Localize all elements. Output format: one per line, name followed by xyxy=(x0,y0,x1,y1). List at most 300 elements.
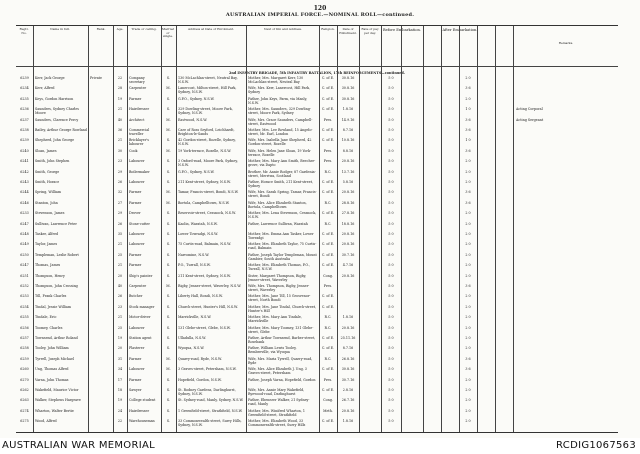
cell-rank xyxy=(90,378,112,389)
cell-remark xyxy=(516,388,616,399)
cell-rank xyxy=(90,97,112,108)
cell-ms: S. xyxy=(166,138,171,143)
cell-kin: Wife, Mrs. Kerr, Lanercost, Hill Park, Sydney xyxy=(248,86,311,95)
cell-no: 6243 xyxy=(20,180,29,184)
cell-alloc: 2 0 xyxy=(465,273,471,278)
header-rule xyxy=(16,66,618,67)
cell-ms: S. xyxy=(166,304,171,309)
cell-rank xyxy=(90,118,112,129)
cell-trade: Drover xyxy=(129,211,141,216)
cell-ms: M. xyxy=(166,128,171,132)
cell-address: G.P.O., Sydney, N.S.W. xyxy=(178,96,215,101)
cell-no: 6246 xyxy=(20,200,29,205)
cell-kin: Mother, Mrs. Margaret Kerr, 130 McLachlan-street, Neutral Bay xyxy=(248,76,304,84)
cell-date: 25.11.16 xyxy=(340,336,356,340)
cell-kin: Father, Joseph Taylor Templeman, Mount Gambier, South Australia xyxy=(248,252,317,261)
header-remarks: Remarks. xyxy=(558,41,574,45)
cell-name: Sullivan, Lawrence Peter xyxy=(35,221,77,226)
cell-address: Marrickville, N.S.W. xyxy=(178,315,212,320)
cell-date: 30.7.16 xyxy=(341,252,355,257)
cell-rank xyxy=(90,107,112,118)
cell-pay: 5 0 xyxy=(388,408,394,413)
cell-age: 28 xyxy=(117,86,123,91)
cell-trade: Boilermaker xyxy=(129,169,150,174)
cell-ms: S. xyxy=(166,211,171,216)
cell-rank xyxy=(90,357,112,368)
cell-remark xyxy=(516,76,616,87)
cell-age: 24 xyxy=(117,408,123,413)
cell-pay: 5 0 xyxy=(388,252,394,257)
cell-date: 30.8.16 xyxy=(341,76,355,80)
table-row xyxy=(16,346,618,357)
cell-trade: Farmer xyxy=(129,377,142,382)
cell-remark xyxy=(516,170,616,181)
cell-pay: 5 0 xyxy=(388,128,394,132)
cell-address: 131 Glebe-street, Glebe, N.S.W. xyxy=(178,325,231,330)
cell-kin: Mother, Mrs. Jane Till, 15 Grosvenor-street, North Bondi xyxy=(248,294,311,303)
cell-age: 20 xyxy=(117,346,123,351)
cell-kin: Mother, Mrs. Winifred Wharton, 1 Greenfield-street, Strathfield xyxy=(248,408,305,417)
cell-name: Bailey, Arthur George Rowland xyxy=(35,128,87,132)
table-row xyxy=(16,263,618,274)
cell-rel: C. of E. xyxy=(321,242,335,247)
cell-pay: 5 0 xyxy=(388,76,394,80)
header-age: Age. xyxy=(116,28,124,31)
cell-trade: Labourer xyxy=(129,367,145,372)
cell-remark xyxy=(516,86,616,97)
cell-kin: Mother, Mrs. Saunders, 329 Dowling-street, Moore Park, Sydney xyxy=(248,107,311,116)
cell-date xyxy=(338,305,358,316)
cell-rel: R.C. xyxy=(324,200,332,205)
cell-age: 21 xyxy=(117,263,123,268)
table-row xyxy=(16,378,618,389)
cell-alloc: 2 0 xyxy=(465,221,471,226)
cell-no: 6247 xyxy=(20,263,29,268)
cell-date: 30.8.16 xyxy=(341,86,355,91)
cell-age: 25 xyxy=(117,325,123,330)
cell-rank xyxy=(90,159,112,170)
cell-remark xyxy=(516,419,616,430)
cell-alloc: 1 0 xyxy=(465,107,471,112)
cell-no: 6240 xyxy=(20,148,29,153)
table-row xyxy=(16,419,618,430)
cell-date: 20.8.16 xyxy=(341,273,355,278)
cell-kin: Father, Lawrence Sullivan, Waratah xyxy=(248,221,308,226)
cell-name: Thompson, John Crossing xyxy=(35,284,78,288)
cell-ms: M. xyxy=(166,356,171,361)
cell-remark xyxy=(516,409,616,420)
cell-pay: 5 0 xyxy=(388,336,394,340)
cell-pay: 5 0 xyxy=(388,221,394,226)
cell-ms: S. xyxy=(166,107,171,112)
cell-name: Tindal, Jessie William xyxy=(35,304,71,309)
cell-date: 14.9.16 xyxy=(341,117,355,122)
header-address: Address at Date of Enrolment. xyxy=(187,28,235,31)
cell-address: 211 Kent-street, Sydney, N.S.W. xyxy=(178,180,231,184)
cell-date: 2.8.16 xyxy=(342,388,354,392)
cell-kin: Wife, Mrs. Grace Saunders, Campbell-street, Eastwood xyxy=(248,117,313,126)
cell-rank xyxy=(90,222,112,233)
cell-rank xyxy=(90,305,112,316)
cell-pay: 5 0 xyxy=(388,398,394,403)
cell-trade: Labourer xyxy=(129,242,145,247)
table-row xyxy=(16,274,618,285)
cell-remark xyxy=(516,201,616,212)
cell-address: 19 York-terrace, Rozelle, N.S.W. xyxy=(178,148,232,153)
cell-kin: Wife, Mrs. Alice Elizabeth J. Ung, 3 Graves-street, Petersham xyxy=(248,367,307,376)
cell-age: 27 xyxy=(117,200,123,205)
cell-address: St. Sydney-road, Manly, Sydney, N.S.W. xyxy=(178,398,244,403)
cell-pay: 5 0 xyxy=(388,419,394,424)
cell-date: 30.7.16 xyxy=(341,377,355,382)
cell-remark xyxy=(516,138,616,149)
table-row xyxy=(16,180,618,191)
cell-no: 6247 xyxy=(20,221,29,226)
cell-rel: R.C. xyxy=(324,221,332,226)
cell-rank xyxy=(90,149,112,160)
cell-remark: Acting Corporal xyxy=(516,107,543,112)
cell-address: 1 Greenfield-street, Strathfield, N.S.W. xyxy=(178,408,243,413)
cell-no: 6239 xyxy=(20,138,29,143)
cell-kin: Mother, Mrs. Elizabeth Thomas, P.O., Turrall, N.S.W. xyxy=(248,263,310,272)
cell-rel: R.C. xyxy=(324,315,332,320)
table-row xyxy=(16,253,618,264)
cell-no: 6257 xyxy=(20,336,29,340)
table-row xyxy=(16,211,618,222)
cell-alloc: 3 6 xyxy=(465,86,471,91)
cell-rel: C. of E. xyxy=(321,96,335,101)
cell-rel: C. of E. xyxy=(321,367,335,372)
cell-rank xyxy=(90,388,112,399)
cell-no: 6248 xyxy=(20,232,29,236)
table-row xyxy=(16,149,618,160)
cell-rel: C. of E. xyxy=(321,138,335,143)
cell-ms: S. xyxy=(166,180,171,184)
cell-date: 20.8.16 xyxy=(341,190,355,195)
table-row xyxy=(16,326,618,337)
cell-name: Toomey, Charles xyxy=(35,325,63,330)
cell-date: 8.8.16 xyxy=(342,148,354,153)
cell-alloc: 3 6 xyxy=(465,148,471,153)
cell-remark xyxy=(516,97,616,108)
cell-age: 23 xyxy=(117,304,123,309)
cell-alloc: 2 0 xyxy=(465,388,471,392)
cell-pay: 5 0 xyxy=(388,356,394,361)
cell-age: 21 xyxy=(117,242,123,247)
cell-rel: C. of E. xyxy=(321,304,335,309)
cell-age: 25 xyxy=(117,252,123,257)
cell-remark xyxy=(516,326,616,337)
table-row xyxy=(16,398,618,409)
cell-name: Spring, William xyxy=(35,190,61,195)
cell-ms: S. xyxy=(166,96,171,101)
cell-trade: Commercial traveller xyxy=(129,128,150,136)
cell-no: 6253 xyxy=(20,294,29,299)
cell-rel: C. of E. xyxy=(321,263,335,268)
cell-trade: Labourer xyxy=(129,232,145,236)
cell-name: Kerr, Alfred xyxy=(35,86,55,91)
cell-ms: S. xyxy=(166,76,171,80)
cell-alloc: 2 0 xyxy=(465,242,471,247)
cell-ms: M. xyxy=(166,284,171,288)
cell-no: 6250 xyxy=(20,252,29,257)
cell-kin: Wife, Mrs. Thompson, Rigby, Jenner-street, Waverley xyxy=(248,284,310,292)
cell-age: 22 xyxy=(117,76,123,80)
cell-trade: Carpenter xyxy=(129,86,147,91)
cell-rank xyxy=(90,419,112,430)
cell-alloc: 2 0 xyxy=(465,180,471,184)
cell-address: 3 Oxford-road, Moore Park, Sydney, N.S.W. xyxy=(178,159,238,168)
cell-trade: Plasterer xyxy=(129,346,145,351)
cell-ms: S. xyxy=(166,346,171,351)
cell-no: 6244 xyxy=(20,190,29,195)
cell-kin: Wife, Mrs. Helen Jane Sloan, 19 York-terrace, Rozelle xyxy=(248,148,312,157)
cell-pay: 5 0 xyxy=(388,86,394,91)
cell-remark xyxy=(516,222,616,233)
cell-remark xyxy=(516,336,616,347)
cell-no: 6262 xyxy=(20,388,29,392)
cell-date: 1.8.16 xyxy=(342,315,354,320)
cell-rel: C. of E. xyxy=(321,336,335,340)
cell-ms: S. xyxy=(166,252,171,257)
header-religion: Religion. xyxy=(321,28,335,31)
cell-address: Bortola, Campbelltown, N.S.W. xyxy=(178,200,230,205)
cell-name: Wharton, Walter Bertie xyxy=(35,408,74,413)
cell-name: Tyrrell, Joseph Michael xyxy=(35,356,74,361)
cell-remark xyxy=(516,180,616,191)
cell-trade: Stock manager xyxy=(129,304,155,309)
cell-name: Shepherd, John George xyxy=(35,138,75,143)
cell-alloc: 2 0 xyxy=(465,159,471,164)
cell-age: 26 xyxy=(117,180,123,184)
cell-name: Tindale, Eric xyxy=(35,315,57,320)
cell-date: 4.7.16 xyxy=(342,263,354,268)
cell-pay: 5 0 xyxy=(388,263,394,268)
cell-rank xyxy=(90,190,112,201)
cell-pay: 5 0 xyxy=(388,367,394,372)
cell-pay: 5 0 xyxy=(388,148,394,153)
cell-pay: 5 0 xyxy=(388,273,394,278)
cell-rank xyxy=(90,232,112,243)
cell-pay: 5 0 xyxy=(388,211,394,216)
cell-address: Hopefield, Gordon, N.S.W. xyxy=(178,377,222,382)
cell-name: Stevenson, James xyxy=(35,211,65,216)
cell-pay: 5 0 xyxy=(388,180,394,184)
cell-alloc: 2 0 xyxy=(465,232,471,236)
cell-date: 10.8.16 xyxy=(341,138,355,143)
header-trade: Trade or calling. xyxy=(131,28,157,31)
cell-age: 22 xyxy=(117,419,123,424)
cell-trade: Ship's painter xyxy=(129,273,153,278)
cell-trade: Labourer xyxy=(129,180,145,184)
cell-rel: Pres. xyxy=(323,117,333,122)
cell-name: Kerr, Jack George xyxy=(35,76,65,80)
cell-address: 33 Commonwealth-street, Surry Hills, Sydney, N.S.W. xyxy=(178,419,242,428)
cell-date: 1.8.16 xyxy=(342,419,354,424)
cell-alloc: 2 0 xyxy=(465,96,471,101)
table-row xyxy=(16,138,618,149)
cell-rank: Private xyxy=(90,76,102,80)
cell-no: 6252 xyxy=(20,284,29,288)
cell-pay: 5 0 xyxy=(388,190,394,195)
footer-source: AUSTRALIAN WAR MEMORIAL xyxy=(2,440,155,451)
cell-alloc: 3 6 xyxy=(465,367,471,372)
cell-trade: Motor-driver xyxy=(129,315,151,320)
cell-age: 32 xyxy=(117,190,123,195)
cell-trade: Farmer xyxy=(129,263,142,268)
cell-address: Narromine, N.S.W. xyxy=(178,252,210,257)
cell-trade: Cook xyxy=(129,148,138,153)
cell-age: 36 xyxy=(117,128,123,132)
cell-rel: C. of E. xyxy=(321,252,335,257)
cell-pay: 5 0 xyxy=(388,325,394,330)
page-number: 120 xyxy=(313,5,327,12)
cell-trade: Carpenter xyxy=(129,284,147,288)
cell-trade: Farmer xyxy=(129,190,142,195)
cell-no: 6258 xyxy=(20,346,29,351)
table-row xyxy=(16,159,618,170)
cell-pay: 5 0 xyxy=(388,304,394,309)
cell-age: 29 xyxy=(117,211,123,216)
cell-rank xyxy=(90,409,112,420)
cell-age: 26 xyxy=(117,294,123,299)
table-row xyxy=(16,409,618,420)
cell-trade: Warehouseman xyxy=(129,419,155,424)
cell-alloc: 2 0 xyxy=(465,169,471,174)
cell-name: Wakefield, Maurice Victor xyxy=(35,388,79,392)
cell-remark xyxy=(516,159,616,170)
cell-kin: Father, Ebenezer Walker, 21 Sydney-road, Manly xyxy=(248,398,310,407)
cell-address: Reservoir-street, Cessnock, N.S.W. xyxy=(178,211,236,216)
cell-age: 18 xyxy=(117,388,123,392)
cell-alloc: 2 0 xyxy=(465,263,471,268)
cell-ms: S. xyxy=(166,221,171,226)
cell-ms: S. xyxy=(166,377,171,382)
cell-no: 6275 xyxy=(20,419,29,424)
cell-no: 6256 xyxy=(20,325,29,330)
cell-no: 6255 xyxy=(20,315,29,320)
cell-rank xyxy=(90,294,112,305)
cell-no: 6238 xyxy=(20,128,29,132)
cell-age: 21 xyxy=(117,107,123,112)
cell-ms: M. xyxy=(166,367,171,372)
cell-name: Smith, George xyxy=(35,169,60,174)
cell-alloc: 2 0 xyxy=(465,252,471,257)
cell-alloc: 2 0 xyxy=(465,419,471,424)
cell-name: Smith, Horace xyxy=(35,180,60,184)
cell-kin: Father, Joseph Varna, Hopefield, Gordon xyxy=(248,377,316,382)
table-row xyxy=(16,201,618,212)
cell-name: Till, Frank Charles xyxy=(35,294,67,299)
cell-age: 21 xyxy=(117,315,123,320)
cell-name: Walker, Stephens Hargrave xyxy=(35,398,81,403)
cell-date: 1.8.16 xyxy=(342,107,354,112)
cell-rel: C. of E. xyxy=(321,346,335,351)
cell-kin: Father, Arthur Townsend, Barber-street, Rosebank xyxy=(248,336,316,344)
cell-address: Kaolin, Waratah, N.S.W. xyxy=(178,221,218,226)
cell-address: 42 Gordon-street, Rozelle, Sydney, N.S.W. xyxy=(178,138,236,147)
cell-alloc: 2 0 xyxy=(465,398,471,403)
cell-rank xyxy=(90,274,112,285)
cell-trade: Company secretary xyxy=(129,76,145,84)
cell-ms: S. xyxy=(166,336,171,340)
cell-trade: Sawyer xyxy=(129,388,142,392)
cell-trade: Hairdresser xyxy=(129,408,150,413)
cell-rel: Pres. xyxy=(323,284,333,288)
cell-ms: S. xyxy=(166,169,171,174)
cell-kin: Brother, Mr. Annie Rodger, 87 Gardenia-street, Merriwa, Scotland xyxy=(248,169,316,178)
cell-date: 20.8.16 xyxy=(341,159,355,164)
cell-age: 34 xyxy=(117,367,123,372)
cell-rel: C. of E. xyxy=(321,232,335,236)
cell-date: 28.8.16 xyxy=(341,200,355,205)
cell-trade: Bricklayer's labourer xyxy=(129,138,149,147)
cell-no: 6237 xyxy=(20,117,29,122)
cell-age: 17 xyxy=(117,377,123,382)
cell-no: 6234 xyxy=(20,86,29,91)
cell-ms: S. xyxy=(166,325,171,330)
table-row xyxy=(16,190,618,201)
cell-name: Thompson, Henry xyxy=(35,273,65,278)
cell-address: Eastwood, N.S.W. xyxy=(178,117,208,122)
table-row xyxy=(16,367,618,378)
cell-pay: 5 0 xyxy=(388,96,394,101)
cell-no: 6242 xyxy=(20,169,29,174)
cell-date: 8.7.16 xyxy=(342,346,354,351)
cell-rel: R.C. xyxy=(324,356,332,361)
cell-ms: S. xyxy=(166,388,171,392)
cell-address: Lower Towradgi, N.S.W. xyxy=(178,232,219,236)
cell-rel: C. of E. xyxy=(321,294,335,299)
cell-rel: Cong. xyxy=(323,398,333,403)
cell-alloc: 2 0 xyxy=(465,211,471,216)
cell-alloc: 3 6 xyxy=(465,200,471,205)
cell-remark xyxy=(516,315,616,326)
cell-date xyxy=(338,294,358,305)
header-name: Name in full. xyxy=(50,28,70,31)
cell-no: 6239 xyxy=(20,76,29,80)
cell-rank xyxy=(90,263,112,274)
cell-kin: Wife, Mrs. Maria Tyrrell, Quarry-road, Ryde xyxy=(248,356,313,365)
cell-name: Saunders, Clarence Percy xyxy=(35,117,79,122)
cell-kin: Mother, Mrs. Mary Toomey, 131 Glebe-street, Glebe xyxy=(248,325,314,334)
cell-name: Saunders, Sydney Charles Moore xyxy=(35,107,79,116)
cell-rank xyxy=(90,326,112,337)
cell-rank xyxy=(90,367,112,378)
cell-pay: 5 0 xyxy=(388,242,394,247)
cell-remark xyxy=(516,263,616,274)
cell-kin: Wife, Mrs. Isabella Jane Shepherd, 42 Gordon-street, Rozelle xyxy=(248,138,312,147)
cell-no: 6260 xyxy=(20,367,29,372)
cell-pay: 5 0 xyxy=(388,346,394,351)
cell-rel: R.C. xyxy=(324,325,332,330)
cell-ms: S. xyxy=(166,232,171,236)
cell-age: 21 xyxy=(117,138,123,143)
cell-address: Tamar, Francis-street, Bondi, N.S.W. xyxy=(178,190,239,195)
cell-ms: M. xyxy=(166,117,171,122)
cell-remark xyxy=(516,346,616,357)
cell-address: Rigby, Jenner-street, Waverley, N.S.W. xyxy=(178,284,242,288)
cell-name: Townsend, Arthur Roland xyxy=(35,336,78,340)
cell-rel: C. of E. xyxy=(321,128,335,132)
table-row xyxy=(16,336,618,347)
cell-no: 6249 xyxy=(20,242,29,247)
cell-kin: Father, William Lewis Tooley, Bembeeville, via Wyoqua xyxy=(248,346,297,355)
cell-rank xyxy=(90,128,112,139)
cell-date: 30.8.16 xyxy=(341,96,355,101)
table-row xyxy=(16,118,618,129)
cell-address: Care of Ross Seyford, Leichhardt, Brighton-le-Sands xyxy=(178,128,235,136)
